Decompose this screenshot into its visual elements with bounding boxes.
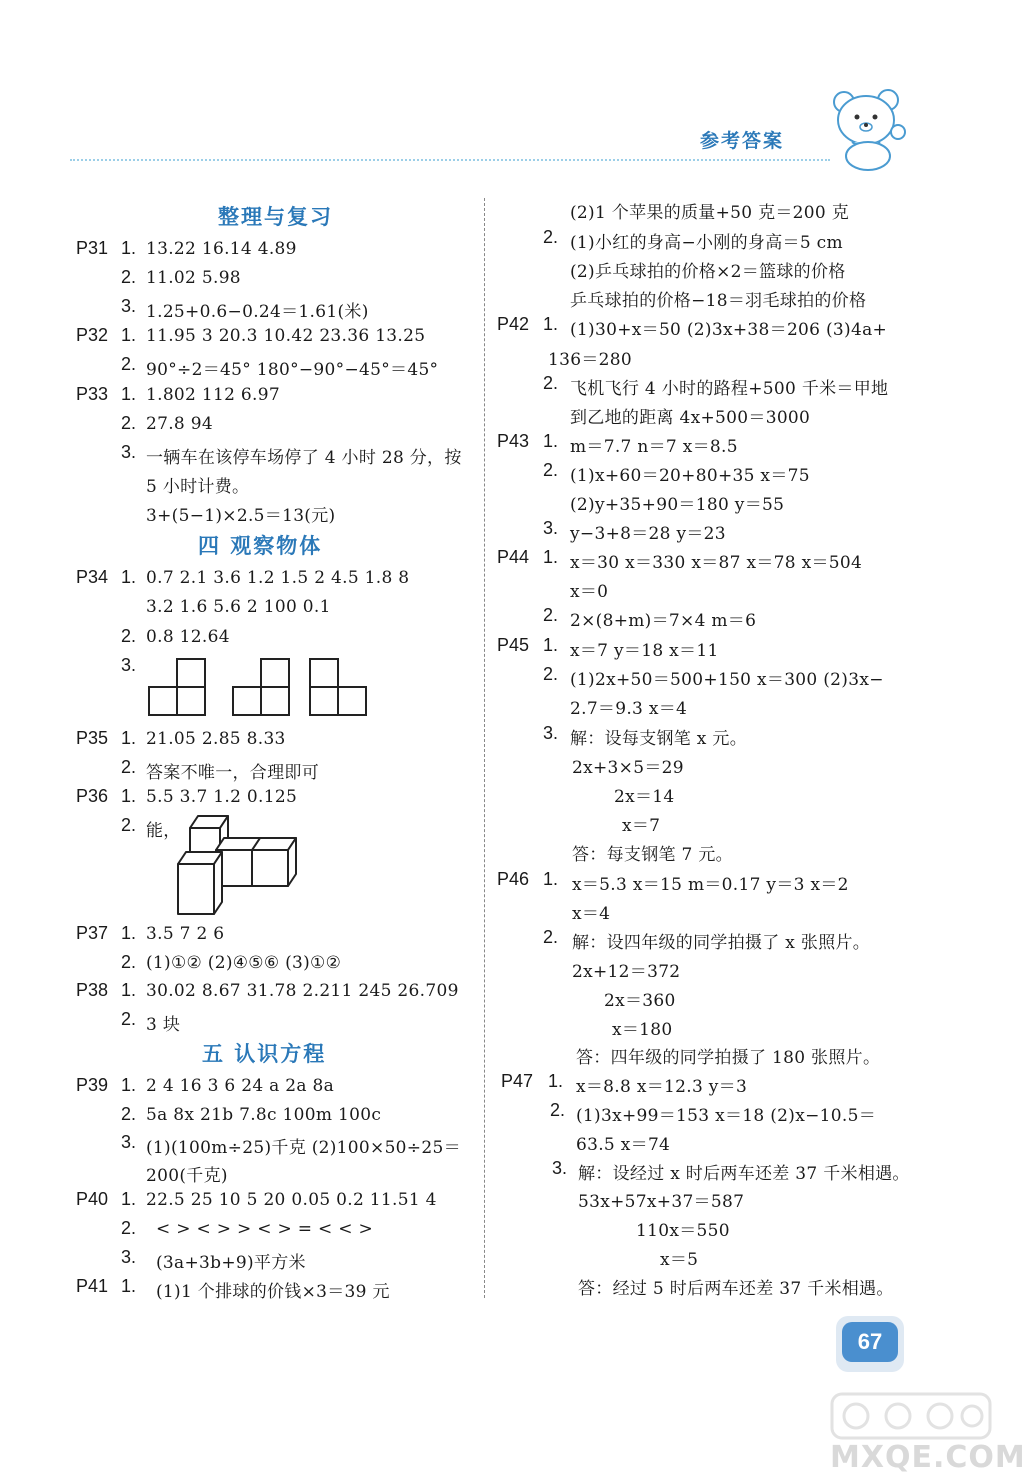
item-number: 2. xyxy=(121,952,137,972)
answer-line: (1)小红的身高−小刚的身高＝5 cm xyxy=(570,233,843,253)
section-title-observe: 四 观察物体 xyxy=(198,534,323,558)
view-figure-cell xyxy=(310,659,338,687)
item-number: 1. xyxy=(121,325,137,345)
page-label: P40 xyxy=(76,1189,109,1209)
answer-line: 一辆车在该停车场停了 4 小时 28 分，按 xyxy=(146,448,462,468)
answer-line: (1)1 个排球的价钱×3＝39 元 xyxy=(156,1282,390,1302)
answer-line: 53x+57x+37＝587 xyxy=(578,1192,745,1212)
page-label: P38 xyxy=(76,980,109,1000)
item-number: 2. xyxy=(550,1100,566,1120)
item-number: 1. xyxy=(121,923,137,943)
answer-line: 能， xyxy=(146,821,181,841)
item-number: 2. xyxy=(121,757,137,777)
answer-line: 2x+12＝372 xyxy=(572,962,681,982)
view-figure-cell xyxy=(261,659,289,687)
view-figure-cell xyxy=(149,687,177,715)
item-number: 1. xyxy=(121,384,137,404)
cube-figure xyxy=(176,814,300,918)
answer-line: 200(千克) xyxy=(146,1166,228,1186)
answer-line: x＝8.8 x＝12.3 y＝3 xyxy=(576,1077,748,1097)
item-number: 1. xyxy=(543,314,559,334)
answer-line: 2×(8+m)＝7×4 m＝6 xyxy=(570,611,757,631)
answer-line: 136＝280 xyxy=(548,350,632,370)
answer-line: 0.8 12.64 xyxy=(146,627,230,647)
answer-line: y−3+8＝28 y＝23 xyxy=(570,524,726,544)
answer-line: 2 4 16 3 6 24 a 2a 8a xyxy=(146,1076,335,1096)
page-label: P42 xyxy=(497,314,530,334)
view-figure-cell xyxy=(177,687,205,715)
view-figure-cell xyxy=(261,687,289,715)
answer-line: (1)30+x＝50 (2)3x+38＝206 (3)4a+ xyxy=(570,320,888,340)
view-figures xyxy=(148,658,368,718)
answer-line: (2)y+35+90＝180 y＝55 xyxy=(570,495,785,515)
answer-line: x＝7 y＝18 x＝11 xyxy=(570,641,719,661)
section-title-review: 整理与复习 xyxy=(218,205,333,229)
answer-line: 1.802 112 6.97 xyxy=(146,385,280,405)
answer-line: 3.5 7 2 6 xyxy=(146,924,225,944)
answer-line: 5a 8x 21b 7.8c 100m 100c xyxy=(146,1105,382,1125)
page-label: P37 xyxy=(76,923,109,943)
item-number: 2. xyxy=(121,815,137,835)
item-number: 2. xyxy=(543,373,559,393)
answer-line: (2)乒乓球拍的价格×2＝篮球的价格 xyxy=(570,262,846,282)
answer-line: 解：设经过 x 时后两车还差 37 千米相遇。 xyxy=(578,1164,910,1184)
page-label: P36 xyxy=(76,786,109,806)
answer-line: (1)x+60＝20+80+35 x＝75 xyxy=(570,466,810,486)
header-rule xyxy=(70,159,830,161)
item-number: 1. xyxy=(543,635,559,655)
answer-line: x＝7 xyxy=(622,816,661,836)
answer-line: x＝180 xyxy=(612,1020,673,1040)
item-number: 2. xyxy=(121,1009,137,1029)
view-figure-cell xyxy=(310,687,338,715)
item-number: 1. xyxy=(121,980,137,1000)
item-number: 2. xyxy=(121,1218,137,1238)
answer-line: 27.8 94 xyxy=(146,414,213,434)
item-number: 2. xyxy=(543,605,559,625)
header-title: 参考答案 xyxy=(700,130,785,152)
answer-line: 22.5 25 10 5 20 0.05 0.2 11.51 4 xyxy=(146,1190,437,1210)
item-number: 3. xyxy=(543,518,559,538)
item-number: 1. xyxy=(121,786,137,806)
answer-line: x＝5 xyxy=(660,1250,699,1270)
answer-line: 3.2 1.6 5.6 2 100 0.1 xyxy=(146,597,331,617)
answer-line: 答：每支钢笔 7 元。 xyxy=(572,845,733,865)
item-number: 3. xyxy=(121,442,137,462)
item-number: 1. xyxy=(121,1075,137,1095)
item-number: 3. xyxy=(121,1247,137,1267)
page-label: P43 xyxy=(497,431,530,451)
answer-line: 1.25+0.6−0.24＝1.61(米) xyxy=(146,302,369,322)
answer-line: (1)(100m÷25)千克 (2)100×50÷25＝ xyxy=(146,1138,461,1158)
view-figure-cell xyxy=(338,687,366,715)
item-number: 1. xyxy=(121,238,137,258)
page-number: 67 xyxy=(842,1322,898,1362)
answer-line: 解：设每支钢笔 x 元。 xyxy=(570,729,747,749)
item-number: 3. xyxy=(552,1158,568,1178)
answer-line: 答案不唯一，合理即可 xyxy=(146,763,319,783)
answer-line: 0.7 2.1 3.6 1.2 1.5 2 4.5 1.8 8 xyxy=(146,568,410,588)
page-label: P44 xyxy=(497,547,530,567)
answer-line: m＝7.7 n＝7 x＝8.5 xyxy=(570,437,738,457)
answer-line: x＝5.3 x＝15 m＝0.17 y＝3 x＝2 xyxy=(572,875,849,895)
item-number: 1. xyxy=(548,1071,564,1091)
answer-line: 5.5 3.7 1.2 0.125 xyxy=(146,787,298,807)
answer-line: 到乙地的距离 4x+500＝3000 xyxy=(570,408,811,428)
item-number: 1. xyxy=(543,431,559,451)
answer-line: 乒乓球拍的价格−18＝羽毛球拍的价格 xyxy=(570,291,867,311)
item-number: 2. xyxy=(121,1104,137,1124)
answer-line: (1)2x+50＝500+150 x＝300 (2)3x− xyxy=(570,670,884,690)
page-label: P45 xyxy=(497,635,530,655)
item-number: 1. xyxy=(121,728,137,748)
section-title-equations: 五 认识方程 xyxy=(202,1042,327,1066)
answer-line: x＝4 xyxy=(572,904,611,924)
answer-line: (2)1 个苹果的质量+50 克＝200 克 xyxy=(570,203,850,223)
answer-line: 2x＝360 xyxy=(604,991,676,1011)
column-divider xyxy=(484,198,485,1298)
item-number: 2. xyxy=(121,267,137,287)
answer-line: 答：四年级的同学拍摄了 180 张照片。 xyxy=(576,1048,881,1068)
answer-line: 5 小时计费。 xyxy=(146,477,250,497)
answer-line: 11.95 3 20.3 10.42 23.36 13.25 xyxy=(146,326,426,346)
item-number: 2. xyxy=(543,664,559,684)
item-number: 1. xyxy=(121,1189,137,1209)
answer-line: 3 块 xyxy=(146,1015,181,1035)
item-number: 2. xyxy=(121,413,137,433)
item-number: 1. xyxy=(543,869,559,889)
page-label: P39 xyxy=(76,1075,109,1095)
item-number: 1. xyxy=(121,567,137,587)
answer-line: 2x＝14 xyxy=(614,787,675,807)
answer-line: (1)3x+99＝153 x＝18 (2)x−10.5＝ xyxy=(576,1106,876,1126)
item-number: 2. xyxy=(121,626,137,646)
answer-line: 解：设四年级的同学拍摄了 x 张照片。 xyxy=(572,933,871,953)
item-number: 1. xyxy=(121,1276,137,1296)
page-label: P34 xyxy=(76,567,109,587)
bear-mascot-icon xyxy=(822,82,922,174)
page-label: P35 xyxy=(76,728,109,748)
answer-line: 21.05 2.85 8.33 xyxy=(146,729,286,749)
page-label: P31 xyxy=(76,238,109,258)
page-label: P41 xyxy=(76,1276,109,1296)
page-label: P46 xyxy=(497,869,530,889)
page-label: P32 xyxy=(76,325,109,345)
item-number: 3. xyxy=(121,1132,137,1152)
item-number: 3. xyxy=(543,723,559,743)
answer-line: 90°÷2＝45° 180°−90°−45°＝45° xyxy=(146,360,439,380)
item-number: 2. xyxy=(543,460,559,480)
answer-line: 13.22 16.14 4.89 xyxy=(146,239,297,259)
answer-line: < > < > > < > = < < > xyxy=(156,1219,374,1239)
answer-line: 11.02 5.98 xyxy=(146,268,241,288)
answer-line: (1)①② (2)④⑤⑥ (3)①② xyxy=(146,953,342,973)
view-figure-cell xyxy=(233,687,261,715)
answer-line: 110x＝550 xyxy=(636,1221,730,1241)
answer-line: 2x+3×5＝29 xyxy=(572,758,684,778)
answer-line: 63.5 x＝74 xyxy=(576,1135,671,1155)
item-number: 2. xyxy=(121,354,137,374)
answer-line: x＝0 xyxy=(570,582,609,602)
answer-line: 飞机飞行 4 小时的路程+500 千米＝甲地 xyxy=(570,379,889,399)
answer-line: 答：经过 5 时后两车还差 37 千米相遇。 xyxy=(578,1279,894,1299)
item-number: 3. xyxy=(121,296,137,316)
item-number: 3. xyxy=(121,655,137,675)
answer-line: 30.02 8.67 31.78 2.211 245 26.709 xyxy=(146,981,459,1001)
answer-line: 3+(5−1)×2.5＝13(元) xyxy=(146,506,336,526)
watermark-text: MXQE.COM xyxy=(830,1440,1026,1475)
page-label: P47 xyxy=(501,1071,534,1091)
item-number: 1. xyxy=(543,547,559,567)
answer-line: x＝30 x＝330 x＝87 x＝78 x＝504 xyxy=(570,553,863,573)
item-number: 2. xyxy=(543,927,559,947)
item-number: 2. xyxy=(543,227,559,247)
page-label: P33 xyxy=(76,384,109,404)
answer-line: (3a+3b+9)平方米 xyxy=(156,1253,306,1273)
answer-line: 2.7＝9.3 x＝4 xyxy=(570,699,688,719)
view-figure-cell xyxy=(177,659,205,687)
